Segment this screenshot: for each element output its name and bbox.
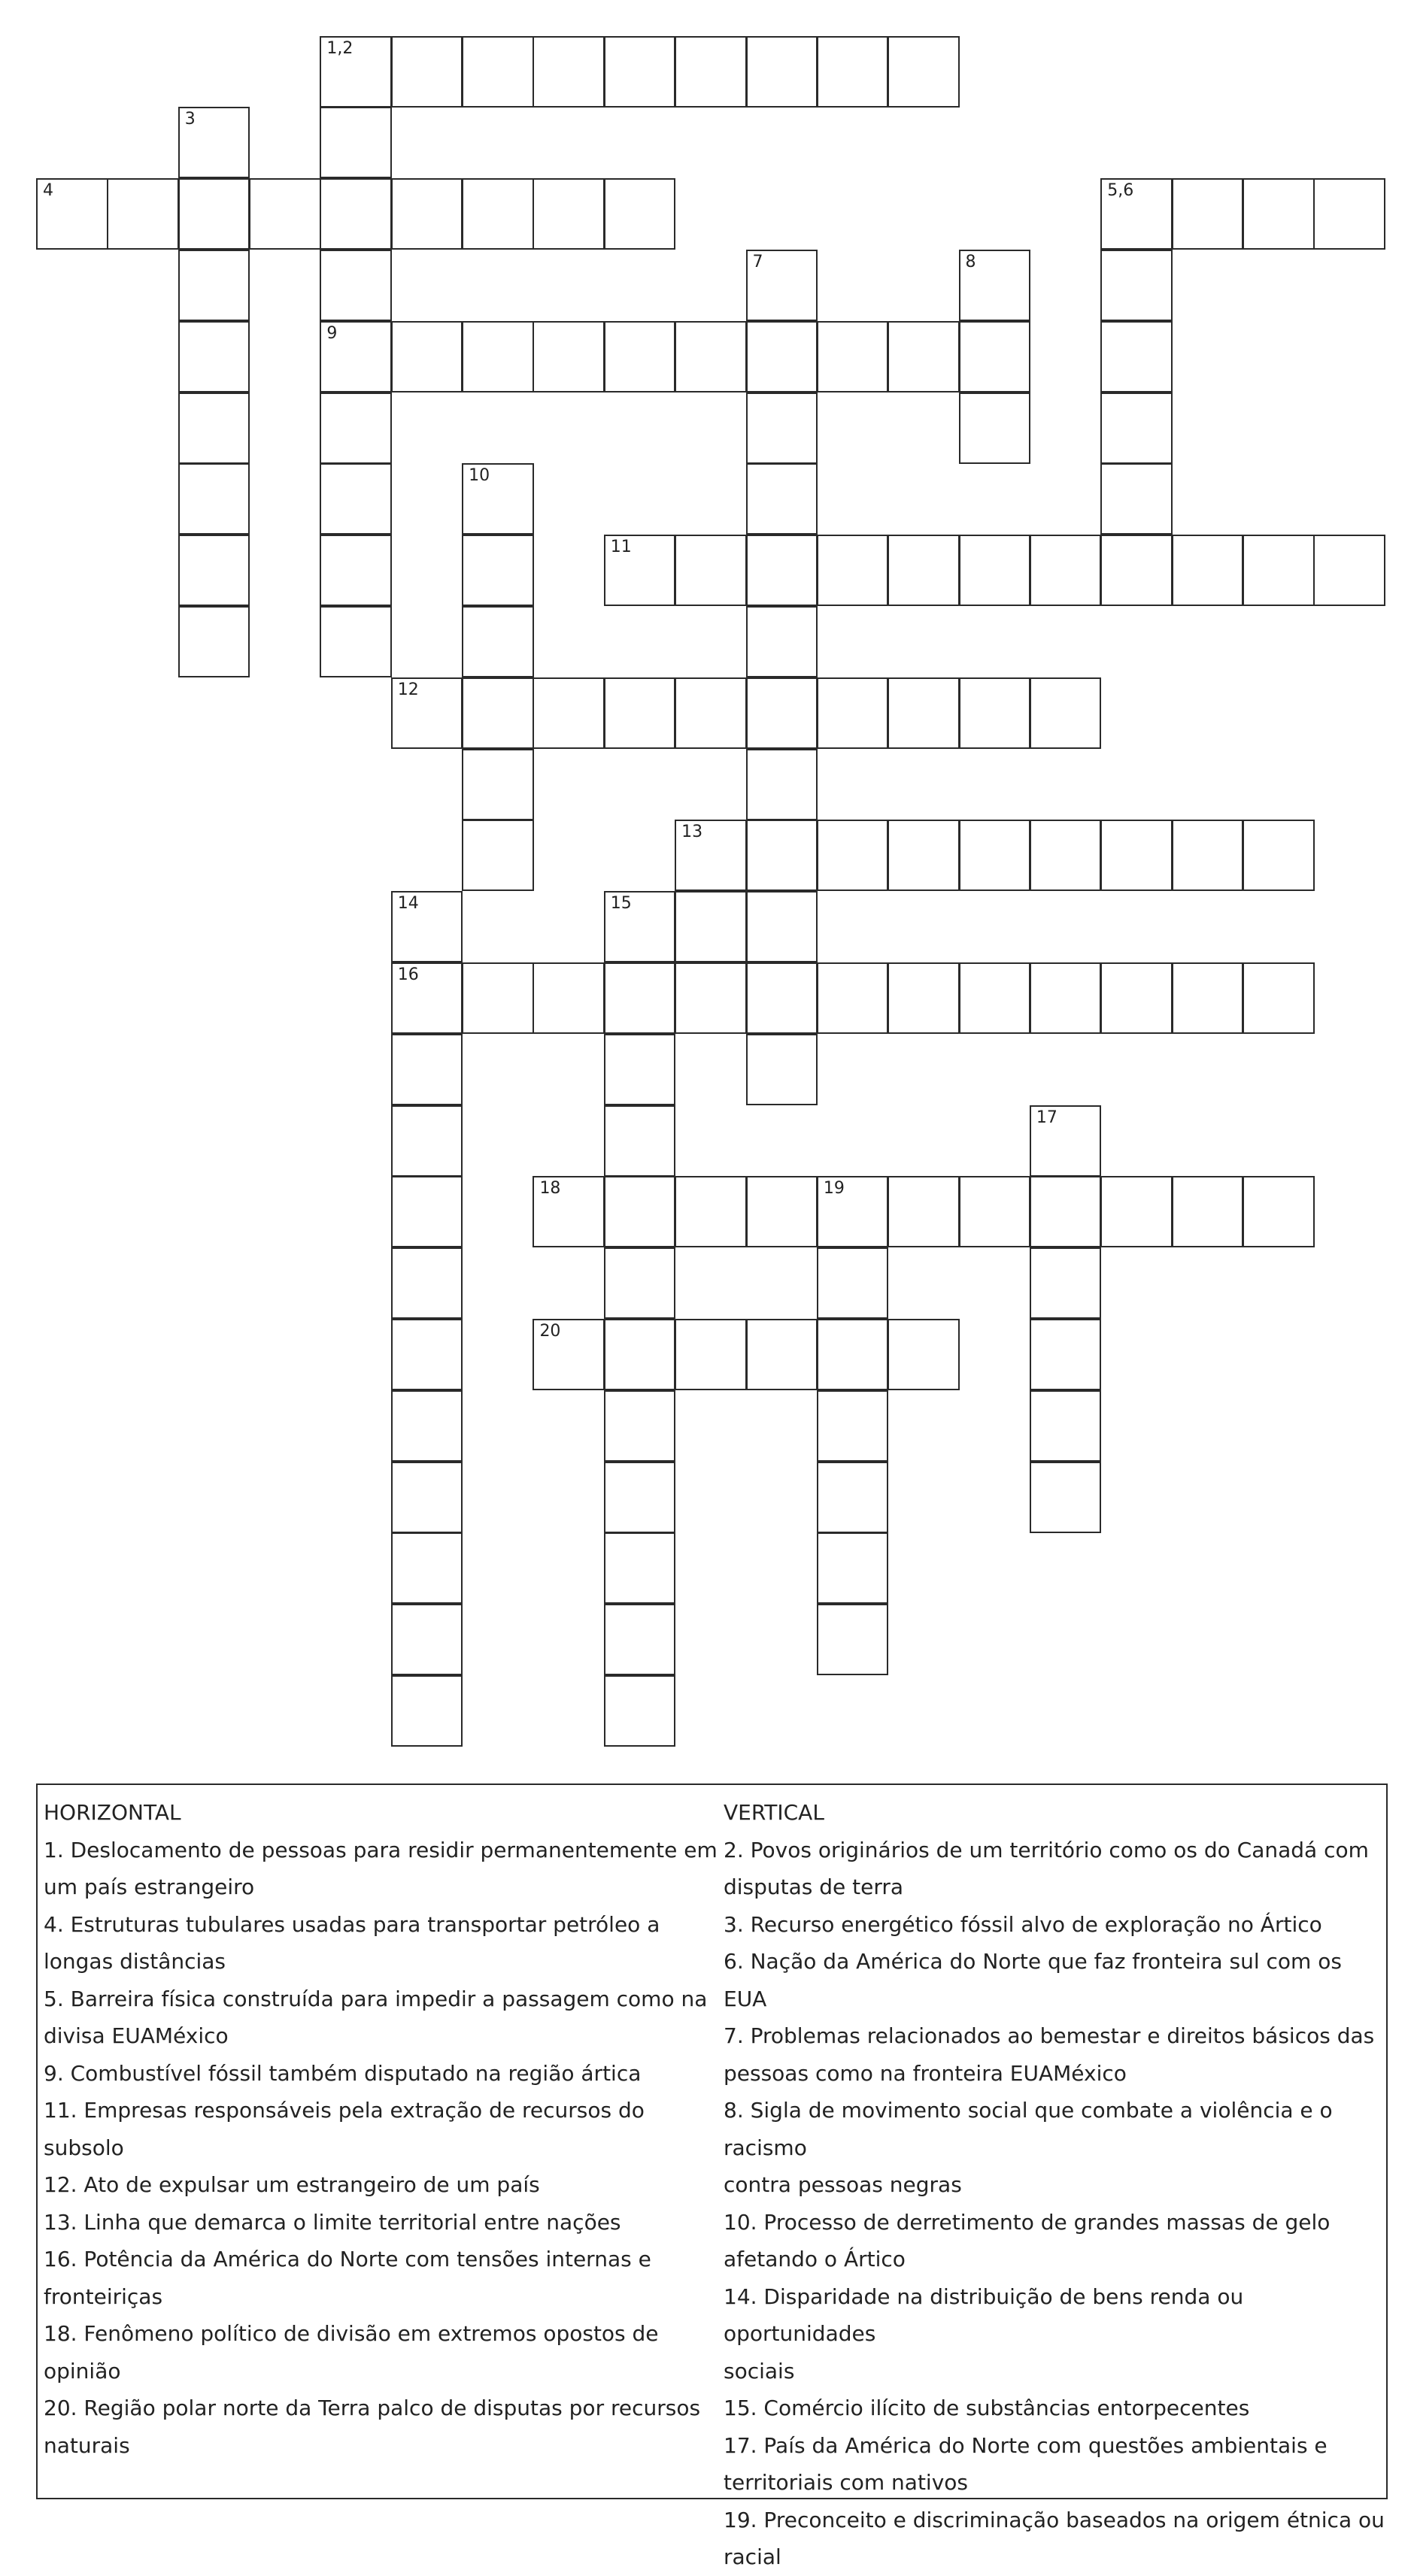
crossword-cell[interactable] — [604, 1176, 676, 1247]
crossword-cell[interactable] — [959, 677, 1031, 749]
crossword-cell[interactable] — [462, 178, 534, 250]
crossword-cell[interactable] — [959, 820, 1031, 891]
crossword-cell[interactable] — [320, 535, 392, 606]
crossword-cell[interactable] — [462, 535, 534, 606]
crossword-cell[interactable] — [1243, 535, 1315, 606]
vertical-clue-line: 19. Preconceito e discriminação baseados na origem étnica ou — [724, 2507, 1385, 2532]
crossword-cell[interactable] — [1172, 178, 1244, 250]
crossword-cell[interactable] — [817, 36, 889, 108]
vertical-heading: VERTICAL — [724, 1800, 824, 1825]
vertical-clue-list — [724, 1832, 1385, 2576]
crossword-cell[interactable] — [1030, 1390, 1102, 1462]
crossword-cell[interactable] — [1100, 392, 1173, 464]
vertical-clue-line: territoriais com nativos — [724, 2470, 968, 2495]
crossword-cell[interactable] — [746, 820, 818, 891]
crossword-cell[interactable] — [959, 250, 1031, 321]
crossword-cell[interactable] — [888, 677, 960, 749]
crossword-cell[interactable] — [320, 178, 392, 250]
crossword-cell[interactable] — [391, 1532, 463, 1604]
crossword-cell[interactable] — [817, 1462, 889, 1533]
horizontal-clue-line: 5. Barreira física construída para impedir a passagem como na — [44, 1986, 708, 2011]
vertical-clue-line: disputas de terra — [724, 1874, 904, 1899]
vertical-clue-line: 6. Nação da América do Norte que faz fronteira sul com os EUA — [724, 1949, 1342, 2011]
crossword-cell[interactable] — [604, 1390, 676, 1462]
horizontal-clue-line: fronteiriças — [44, 2284, 163, 2309]
clue-number: 20 — [539, 1321, 561, 1341]
crossword-cell[interactable] — [107, 178, 179, 250]
crossword-cell[interactable] — [675, 677, 747, 749]
clue-number: 19 — [823, 1179, 845, 1199]
crossword-cell[interactable] — [391, 1034, 463, 1105]
clue-number: 16 — [397, 965, 419, 984]
crossword-cell[interactable] — [604, 1462, 676, 1533]
crossword-cell[interactable] — [1172, 962, 1244, 1034]
crossword-cell[interactable] — [1100, 535, 1173, 606]
crossword-cell[interactable] — [320, 36, 392, 108]
vertical-clue-line: 10. Processo de derretimento de grandes massas de gelo — [724, 2209, 1331, 2235]
clues-box — [36, 1784, 1388, 2569]
clue-number: 13 — [681, 823, 703, 842]
crossword-cell[interactable] — [462, 820, 534, 891]
crossword-cell[interactable] — [817, 820, 889, 891]
crossword-cell[interactable] — [604, 962, 676, 1034]
crossword-cell[interactable] — [1172, 820, 1244, 891]
crossword-cell[interactable] — [1030, 1176, 1102, 1247]
crossword-cell[interactable] — [1030, 1462, 1102, 1533]
horizontal-clue-line: 16. Potência da América do Norte com tensões internas e — [44, 2247, 651, 2271]
horizontal-clue-line: 12. Ato de expulsar um estrangeiro de um país — [44, 2172, 540, 2197]
crossword-cell[interactable] — [746, 535, 818, 606]
crossword-cell[interactable] — [178, 321, 250, 392]
crossword-cell[interactable] — [391, 1247, 463, 1319]
crossword-cell[interactable] — [746, 321, 818, 392]
crossword-cell[interactable] — [746, 463, 818, 535]
crossword-cell[interactable] — [746, 1176, 818, 1247]
clue-number: 17 — [1036, 1108, 1057, 1127]
crossword-cell[interactable] — [959, 321, 1031, 392]
crossword-cell[interactable] — [817, 1319, 889, 1390]
clue-number: 1,2 — [326, 38, 354, 58]
crossword-cell[interactable] — [391, 677, 463, 749]
crossword-cell[interactable] — [249, 178, 321, 250]
vertical-clue-line: afetando o Ártico — [724, 2247, 906, 2271]
vertical-clue-line: 17. País da América do Norte com questões ambientais e — [724, 2432, 1328, 2458]
crossword-cell[interactable] — [533, 1319, 605, 1390]
crossword-cell[interactable] — [675, 36, 747, 108]
clue-number: 14 — [397, 894, 419, 914]
crossword-cell[interactable] — [178, 250, 250, 321]
crossword-cell[interactable] — [604, 178, 676, 250]
crossword-cell[interactable] — [604, 891, 676, 962]
clue-number: 10 — [469, 466, 490, 486]
crossword-cell[interactable] — [391, 1105, 463, 1177]
crossword-cell[interactable] — [817, 321, 889, 392]
crossword-cell[interactable] — [746, 891, 818, 962]
crossword-cell[interactable] — [1030, 820, 1102, 891]
crossword-cell[interactable] — [888, 1176, 960, 1247]
crossword-cell[interactable] — [604, 535, 676, 606]
crossword-cell[interactable] — [888, 36, 960, 108]
crossword-cell[interactable] — [1030, 677, 1102, 749]
clue-number: 18 — [539, 1179, 561, 1199]
clue-number: 3 — [184, 110, 196, 129]
horizontal-clue-line: um país estrangeiro — [44, 1874, 255, 1899]
crossword-cell[interactable] — [391, 36, 463, 108]
crossword-cell[interactable] — [888, 1319, 960, 1390]
crossword-cell[interactable] — [746, 749, 818, 820]
crossword-cell[interactable] — [391, 962, 463, 1034]
horizontal-clue-line: longas distâncias — [44, 1949, 226, 1974]
crossword-cell[interactable] — [391, 1390, 463, 1462]
crossword-cell[interactable] — [462, 463, 534, 535]
crossword-cell[interactable] — [604, 1247, 676, 1319]
horizontal-clue-line: 11. Empresas responsáveis pela extração de recursos do subsolo — [44, 2098, 645, 2160]
crossword-cell[interactable] — [604, 36, 676, 108]
crossword-cell[interactable] — [817, 535, 889, 606]
crossword-cell[interactable] — [1030, 962, 1102, 1034]
crossword-cell[interactable] — [320, 392, 392, 464]
clue-number: 12 — [397, 680, 419, 699]
crossword-cell[interactable] — [533, 677, 605, 749]
horizontal-clue-line: 1. Deslocamento de pessoas para residir permanentemente em — [44, 1837, 718, 1862]
crossword-cell[interactable] — [604, 1532, 676, 1604]
crossword-cell[interactable] — [1100, 962, 1173, 1034]
horizontal-clue-line: 20. Região polar norte da Terra palco de disputas por recursos — [44, 2396, 701, 2420]
crossword-cell[interactable] — [746, 962, 818, 1034]
vertical-clue-line: 14. Disparidade na distribuição de bens renda ou oportunidades — [724, 2284, 1244, 2346]
crossword-cell[interactable] — [1172, 535, 1244, 606]
clue-number: 9 — [326, 323, 338, 343]
crossword-cell[interactable] — [746, 1034, 818, 1105]
crossword-cell[interactable] — [1030, 1247, 1102, 1319]
crossword-cell[interactable] — [178, 107, 250, 178]
crossword-cell[interactable] — [675, 820, 747, 891]
horizontal-clue-line: divisa EUAMéxico — [44, 2023, 229, 2048]
crossword-cell[interactable] — [533, 1176, 605, 1247]
crossword-cell[interactable] — [959, 535, 1031, 606]
horizontal-clue-line: 9. Combustível fóssil também disputado na região ártica — [44, 2060, 642, 2086]
vertical-clue-line: racial — [724, 2544, 781, 2569]
horizontal-clue-line: 18. Fenômeno político de divisão em extremos opostos de opinião — [44, 2321, 659, 2384]
vertical-clue-line: contra pessoas negras — [724, 2172, 962, 2197]
crossword-cell[interactable] — [533, 962, 605, 1034]
crossword-cell[interactable] — [604, 677, 676, 749]
crossword-cell[interactable] — [817, 1390, 889, 1462]
clue-number: 11 — [610, 538, 632, 557]
clue-number: 5,6 — [1107, 181, 1134, 201]
crossword-cell[interactable] — [1030, 535, 1102, 606]
crossword-cell[interactable] — [1030, 1105, 1102, 1177]
crossword-cell[interactable] — [533, 178, 605, 250]
crossword-cell[interactable] — [959, 392, 1031, 464]
crossword-cell[interactable] — [817, 1247, 889, 1319]
crossword-cell[interactable] — [391, 1604, 463, 1675]
clue-number: 15 — [610, 894, 632, 914]
crossword-cell[interactable] — [1030, 1319, 1102, 1390]
crossword-cell[interactable] — [320, 606, 392, 677]
crossword-cell[interactable] — [178, 463, 250, 535]
crossword-cell[interactable] — [817, 1176, 889, 1247]
crossword-cell[interactable] — [746, 606, 818, 677]
crossword-cell[interactable] — [1100, 250, 1173, 321]
crossword-cell[interactable] — [320, 250, 392, 321]
crossword-cell[interactable] — [462, 606, 534, 677]
crossword-cell[interactable] — [1243, 1176, 1315, 1247]
crossword-cell[interactable] — [391, 1319, 463, 1390]
crossword-cell[interactable] — [178, 392, 250, 464]
horizontal-clue-line: 13. Linha que demarca o limite territorial entre nações — [44, 2209, 621, 2235]
crossword-cell[interactable] — [178, 535, 250, 606]
crossword-cell[interactable] — [1172, 1176, 1244, 1247]
crossword-cell[interactable] — [888, 535, 960, 606]
vertical-clue-line: pessoas como na fronteira EUAMéxico — [724, 2060, 1127, 2086]
crossword-cell[interactable] — [746, 36, 818, 108]
crossword-cell[interactable] — [391, 1675, 463, 1747]
crossword-cell[interactable] — [391, 891, 463, 962]
crossword-cell[interactable] — [604, 1604, 676, 1675]
clue-number: 8 — [965, 252, 976, 271]
crossword-cell[interactable] — [462, 36, 534, 108]
vertical-clue-line: 7. Problemas relacionados ao bemestar e direitos básicos das — [724, 2023, 1375, 2048]
crossword-cell[interactable] — [888, 321, 960, 392]
crossword-cell[interactable] — [604, 321, 676, 392]
vertical-clue-line: 15. Comércio ilícito de substâncias entorpecentes — [724, 2396, 1250, 2420]
crossword-cell[interactable] — [675, 891, 747, 962]
crossword-cell[interactable] — [1100, 463, 1173, 535]
crossword-cell[interactable] — [178, 606, 250, 677]
crossword-cell[interactable] — [391, 1176, 463, 1247]
crossword-cell[interactable] — [746, 677, 818, 749]
crossword-cell[interactable] — [320, 321, 392, 392]
crossword-cell[interactable] — [462, 321, 534, 392]
horizontal-heading: HORIZONTAL — [44, 1800, 181, 1825]
crossword-cell[interactable] — [817, 1532, 889, 1604]
horizontal-clue-list — [44, 1832, 721, 2465]
crossword-cell[interactable] — [675, 535, 747, 606]
crossword-cell[interactable] — [1243, 178, 1315, 250]
horizontal-clue-line: 4. Estruturas tubulares usadas para transportar petróleo a — [44, 1911, 660, 1937]
crossword-cell[interactable] — [746, 392, 818, 464]
crossword-cell[interactable] — [959, 1176, 1031, 1247]
crossword-cell[interactable] — [1100, 1176, 1173, 1247]
crossword-cell[interactable] — [604, 1319, 676, 1390]
crossword-cell[interactable] — [36, 178, 108, 250]
crossword-cell[interactable] — [462, 677, 534, 749]
crossword-cell[interactable] — [959, 962, 1031, 1034]
crossword-cell[interactable] — [1100, 178, 1173, 250]
crossword-cell[interactable] — [1313, 535, 1385, 606]
crossword-cell[interactable] — [533, 36, 605, 108]
crossword-cell[interactable] — [1100, 820, 1173, 891]
crossword-cell[interactable] — [675, 962, 747, 1034]
crossword-cell[interactable] — [817, 677, 889, 749]
crossword-cell[interactable] — [604, 1105, 676, 1177]
crossword-cell[interactable] — [888, 962, 960, 1034]
crossword-cell[interactable] — [675, 321, 747, 392]
clue-number: 7 — [752, 252, 763, 271]
crossword-cell[interactable] — [391, 1462, 463, 1533]
crossword-cell[interactable] — [462, 962, 534, 1034]
crossword-cell[interactable] — [1243, 962, 1315, 1034]
crossword-cell[interactable] — [533, 321, 605, 392]
crossword-cell[interactable] — [320, 463, 392, 535]
crossword-cell[interactable] — [817, 962, 889, 1034]
vertical-clue-line: sociais — [724, 2358, 795, 2384]
crossword-cell[interactable] — [746, 1319, 818, 1390]
vertical-clue-line: 2. Povos originários de um território como os do Canadá com — [724, 1837, 1369, 1862]
vertical-clue-line: 8. Sigla de movimento social que combate a violência e o racismo — [724, 2098, 1333, 2160]
crossword-cell[interactable] — [178, 178, 250, 250]
crossword-cell[interactable] — [675, 1319, 747, 1390]
crossword-cell[interactable] — [746, 250, 818, 321]
crossword-cell[interactable] — [462, 749, 534, 820]
crossword-cell[interactable] — [320, 107, 392, 178]
crossword-cell[interactable] — [604, 1675, 676, 1747]
crossword-cell[interactable] — [1100, 321, 1173, 392]
crossword-cell[interactable] — [1243, 820, 1315, 891]
crossword-cell[interactable] — [888, 820, 960, 891]
crossword-cell[interactable] — [391, 178, 463, 250]
clue-number: 4 — [43, 181, 53, 201]
horizontal-clues — [44, 1794, 721, 2464]
crossword-cell[interactable] — [817, 1604, 889, 1675]
crossword-cell[interactable] — [1313, 178, 1385, 250]
crossword-cell[interactable] — [604, 1034, 676, 1105]
vertical-clues — [724, 1794, 1385, 2576]
crossword-cell[interactable] — [675, 1176, 747, 1247]
vertical-clue-line: 3. Recurso energético fóssil alvo de exploração no Ártico — [724, 1911, 1322, 1937]
crossword-cell[interactable] — [391, 321, 463, 392]
horizontal-clue-line: naturais — [44, 2432, 130, 2458]
